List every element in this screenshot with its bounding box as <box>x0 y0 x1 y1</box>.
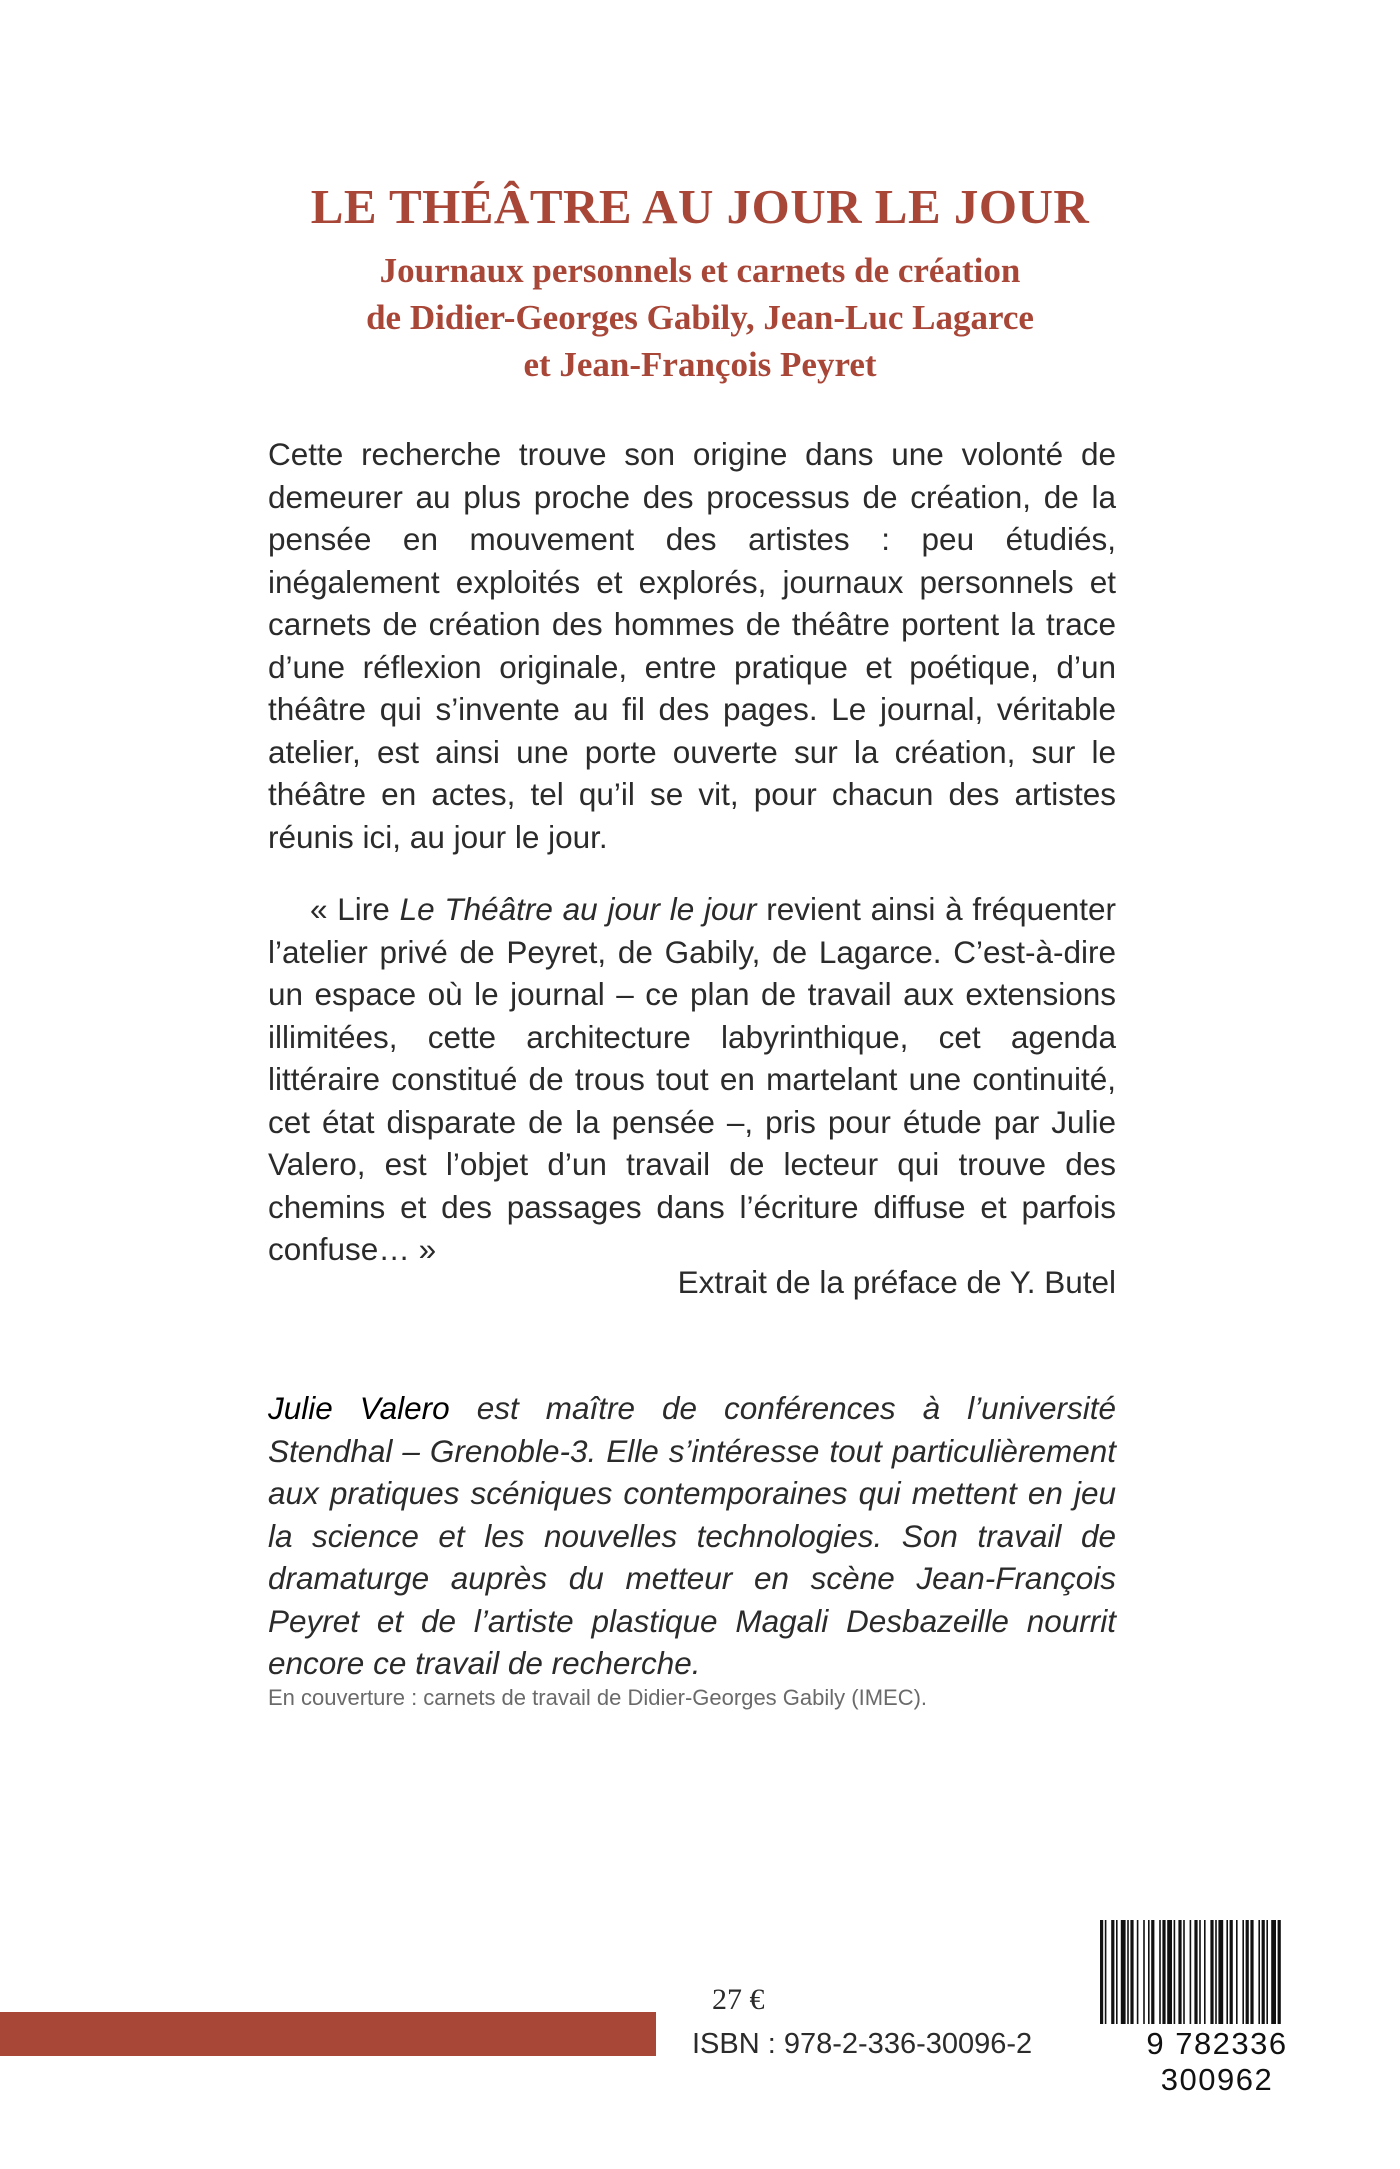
barcode-bar <box>1218 1920 1223 2024</box>
barcode-bar <box>1242 1920 1244 2024</box>
barcode-bar <box>1246 1920 1249 2024</box>
barcode-bar <box>1210 1920 1213 2024</box>
quote-attribution: Extrait de la préface de Y. Butel <box>677 1264 1116 1300</box>
barcode-bar <box>1121 1920 1126 2024</box>
barcode-bar <box>1127 1920 1129 2024</box>
barcode-bar <box>1130 1920 1133 2024</box>
barcode-bar <box>1278 1920 1281 2024</box>
barcode-bar <box>1250 1920 1253 2024</box>
barcode-bar <box>1167 1920 1172 2024</box>
barcode-bar <box>1148 1920 1150 2024</box>
barcode-bar <box>1183 1920 1185 2024</box>
barcode-bar <box>1116 1920 1118 2024</box>
barcode-bar <box>1194 1920 1197 2024</box>
quote-text: revient ainsi à fréquenter l’atelier privé de Peyret, de Gabily, de Lagarce. C’est-à-dire un espace où le journal – ce plan de travail aux extensions illimitées, cette architecture labyrinthique, cet agenda littéraire constitué de trous tout en martelant une continuité, cet état disparate de la pensée –, pris pour étude par Julie Valero, est l’objet d’un travail de lecteur qui trouve des chemins et des passages dans l’écriture diffuse et parfois confuse… » <box>268 891 1116 1267</box>
quote-book-title: Le Théâtre au jour le jour <box>399 891 757 927</box>
barcode-bar <box>1266 1920 1268 2024</box>
barcode-bar <box>1162 1920 1165 2024</box>
barcode-bar <box>1215 1920 1217 2024</box>
author-bio <box>268 1387 1116 1685</box>
preface-quote <box>268 888 1116 1271</box>
barcode-bar <box>1271 1920 1276 2024</box>
subtitle-line: Journaux personnels et carnets de création <box>379 251 1021 290</box>
barcode-bar <box>1151 1920 1154 2024</box>
barcode-bar <box>1174 1920 1176 2024</box>
barcode-bar <box>1258 1920 1260 2024</box>
isbn-label: ISBN : 978-2-336-30096-2 <box>692 2028 1033 2060</box>
barcode-bar <box>1190 1920 1192 2024</box>
subtitle-line: de Didier-Georges Gabily, Jean-Luc Lagarce <box>366 298 1034 337</box>
cover-credit: En couverture : carnets de travail de Didier-Georges Gabily (IMEC). <box>268 1685 928 1710</box>
book-subtitle <box>0 247 1400 388</box>
subtitle-line: et Jean-François Peyret <box>523 345 877 384</box>
barcode-bar <box>1226 1920 1228 2024</box>
barcode-digits: 9 782336 300962 <box>1098 2026 1336 2098</box>
barcode-bar <box>1137 1920 1139 2024</box>
author-bio-text: est maître de conférences à l’université Stendhal – Grenoble-3. Elle s’intéresse tout particulièrement aux pratiques scéniques contemporaines qui mettent en jeu la science et les nouvelles technologies. Son travail de dramaturge auprès du metteur en scène Jean-François Peyret et de l’artiste plastique Magali Desbazeille nourrit encore ce travail de recherche. <box>268 1390 1116 1681</box>
barcode-bar <box>1105 1920 1107 2024</box>
price-label: 27 € <box>712 1983 765 2016</box>
quote-open: « Lire <box>310 891 400 927</box>
barcode-bar <box>1111 1920 1114 2024</box>
barcode-bar <box>1262 1920 1265 2024</box>
barcode-bar <box>1236 1920 1238 2024</box>
barcode-bar <box>1230 1920 1233 2024</box>
barcode-bar <box>1100 1920 1103 2024</box>
red-band-decoration <box>0 2012 656 2056</box>
barcode-bar <box>1159 1920 1161 2024</box>
barcode-bar <box>1143 1920 1145 2024</box>
author-name: Julie Valero <box>268 1390 450 1426</box>
summary-paragraph: Cette recherche trouve son origine dans une volonté de demeurer au plus proche des processus de création, de la pensée en mouvement des artistes : peu étudiés, inégalement exploités et explorés, journaux personnels et carnets de création des hommes de théâtre portent la trace d’une réflexion originale, entre pratique et poétique, d’un théâtre qui s’invente au fil des pages. Le journal, véritable atelier, est ainsi une porte ouverte sur la création, sur le théâtre en actes, tel qu’il se vit, pour chacun des artistes réunis ici, au jour le jour. <box>268 436 1116 855</box>
book-title: LE THÉÂTRE AU JOUR LE JOUR <box>310 179 1090 234</box>
barcode-bar <box>1204 1920 1206 2024</box>
barcode-bar <box>1178 1920 1181 2024</box>
barcode-bar <box>1199 1920 1201 2024</box>
